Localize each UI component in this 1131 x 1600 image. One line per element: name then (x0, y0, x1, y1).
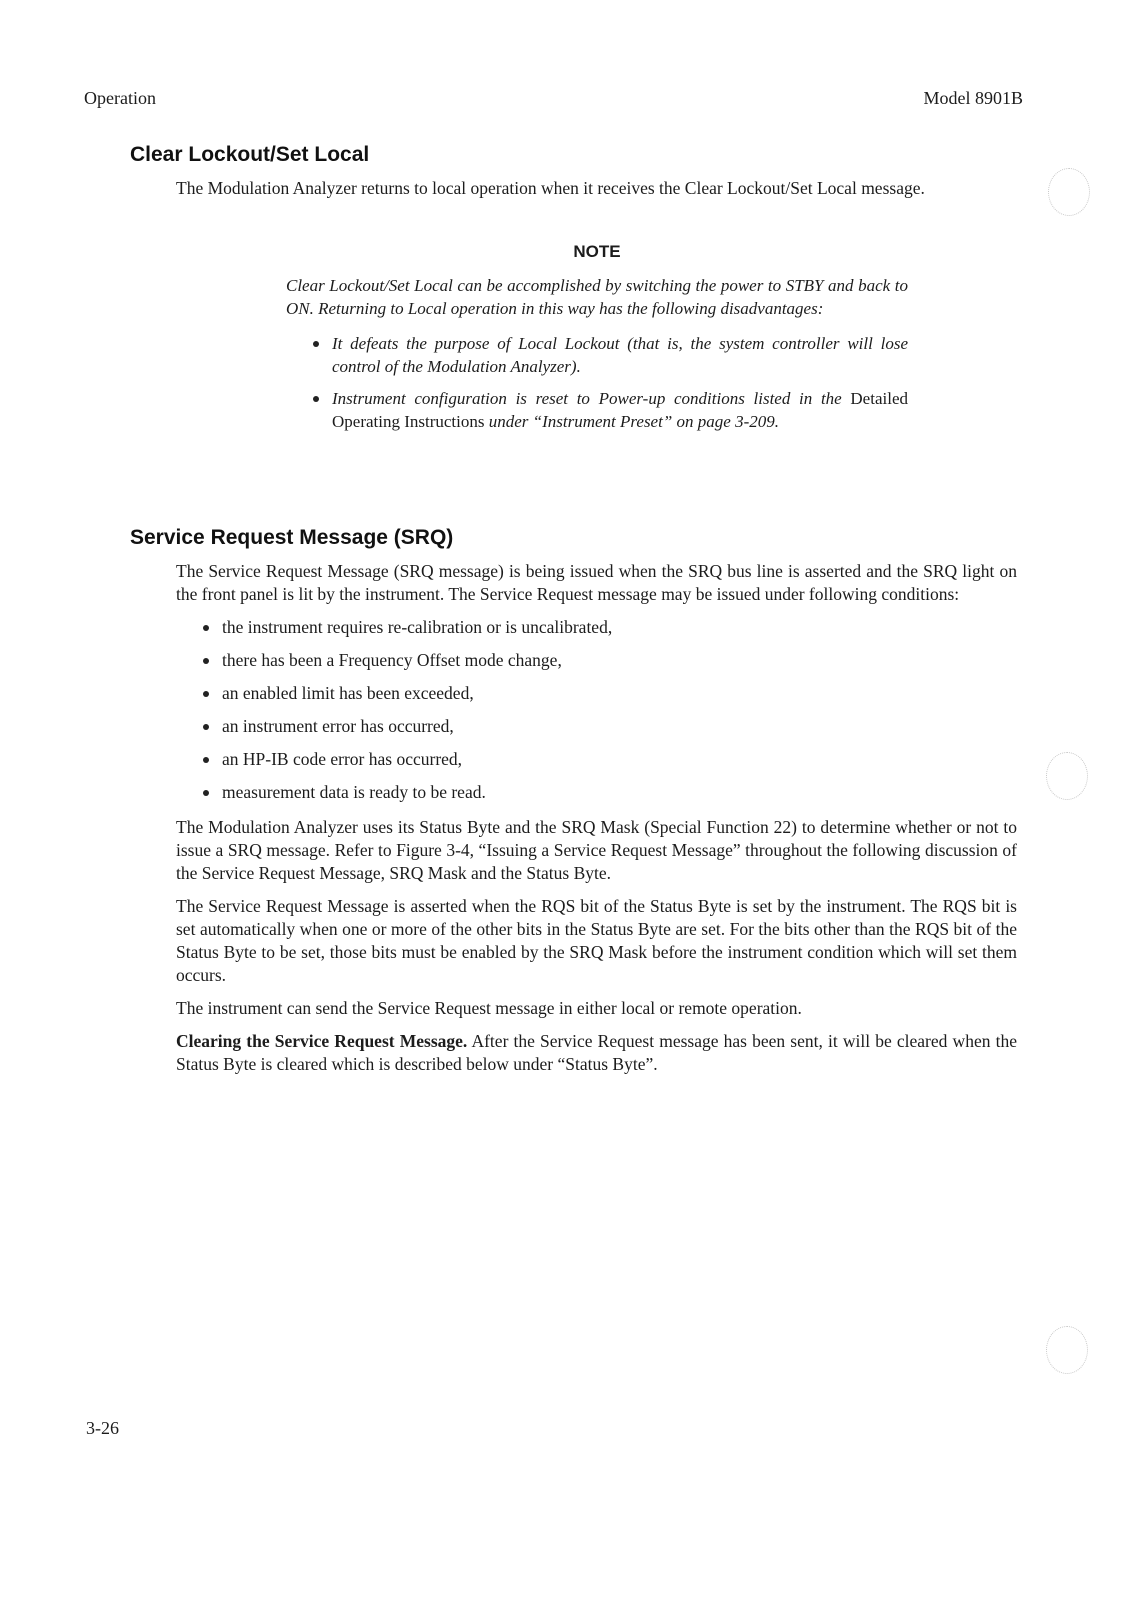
note-block (286, 242, 908, 442)
srq-paragraph-clearing (176, 1030, 1017, 1076)
note-bullet-list (312, 332, 908, 433)
condition-item (202, 781, 1017, 804)
bullet-icon (203, 625, 209, 631)
clearing-runin-heading: Clearing the Service Request Message. (176, 1031, 468, 1051)
condition-item (202, 748, 1017, 771)
punch-hole-mark (1046, 752, 1088, 800)
punch-hole-mark (1046, 1326, 1088, 1374)
bullet-icon (203, 691, 209, 697)
section-intro-clear-lockout: The Modulation Analyzer returns to local operation when it receives the Clear Lockout/Set Local message. (176, 178, 925, 198)
condition-text: an HP-IB code error has occurred, (222, 749, 463, 769)
condition-text: an enabled limit has been exceeded, (222, 683, 474, 703)
note-body: Clear Lockout/Set Local can be accomplished by switching the power to STBY and back to ON. Returning to Local operation in this way has the following disadvantages: (286, 276, 908, 318)
bullet-icon (313, 341, 319, 347)
srq-paragraph-local-remote: The instrument can send the Service Request message in either local or remote operation. (176, 998, 802, 1018)
note-bullet-item (312, 387, 908, 433)
condition-text: an instrument error has occurred, (222, 716, 454, 736)
note-bullet-item (312, 332, 908, 378)
note-bullet-text: under “Instrument Preset” on page 3-209. (488, 412, 779, 431)
srq-paragraph-status-byte: The Modulation Analyzer uses its Status Byte and the SRQ Mask (Special Function 22) to determine whether or not to issue a SRQ message. Refer to Figure 3-4, “Issuing a Service Request Message” throughout the following discussion of the Service Request Message, SRQ Mask and the Status Byte. (176, 817, 1017, 883)
srq-intro: The Service Request Message (SRQ message) is being issued when the SRQ bus line is asserted and the SRQ light on the front panel is lit by the instrument. The Service Request message may be issued under following conditions: (176, 561, 1017, 604)
condition-item (202, 682, 1017, 705)
condition-text: the instrument requires re-calibration or is uncalibrated, (222, 617, 613, 637)
bullet-icon (203, 790, 209, 796)
page-header-right: Model 8901B (923, 88, 1023, 108)
bullet-icon (203, 757, 209, 763)
page-header-left: Operation (84, 88, 156, 108)
condition-item (202, 715, 1017, 738)
bullet-icon (313, 396, 319, 402)
section-heading-clear-lockout: Clear Lockout/Set Local (130, 143, 370, 166)
condition-item (202, 616, 1017, 639)
section-heading-srq: Service Request Message (SRQ) (130, 526, 454, 549)
bullet-icon (203, 658, 209, 664)
note-title: NOTE (573, 242, 621, 261)
note-bullet-text: It defeats the purpose of Local Lockout (that is, the system controller will lose control of the Modulation Analyzer). (332, 334, 908, 376)
note-bullet-text: Instrument configuration is reset to Power-up conditions listed in the (332, 389, 842, 408)
srq-conditions-list (202, 616, 1017, 804)
punch-hole-mark (1048, 168, 1090, 216)
bullet-icon (203, 724, 209, 730)
section-body-srq (176, 560, 1017, 1086)
clearing-text: After the Service Request message has been sent, it will be cleared when the Status Byte is cleared which is described below under “Status Byte”. (176, 1031, 1017, 1074)
srq-paragraph-rqs-bit: The Service Request Message is asserted when the RQS bit of the Status Byte is set by the instrument. The RQS bit is set automatically when one or more of the other bits in the Status Byte are set. For the bits other than the RQS bit of the Status Byte to be set, those bits must be enabled by the SRQ Mask before the instrument condition which will set them occurs. (176, 896, 1017, 985)
page-number: 3-26 (86, 1418, 119, 1438)
condition-item (202, 649, 1017, 672)
condition-text: measurement data is ready to be read. (222, 782, 486, 802)
note-bullet-reference: Detailed Operating Instructions (332, 389, 908, 431)
condition-text: there has been a Frequency Offset mode change, (222, 650, 562, 670)
